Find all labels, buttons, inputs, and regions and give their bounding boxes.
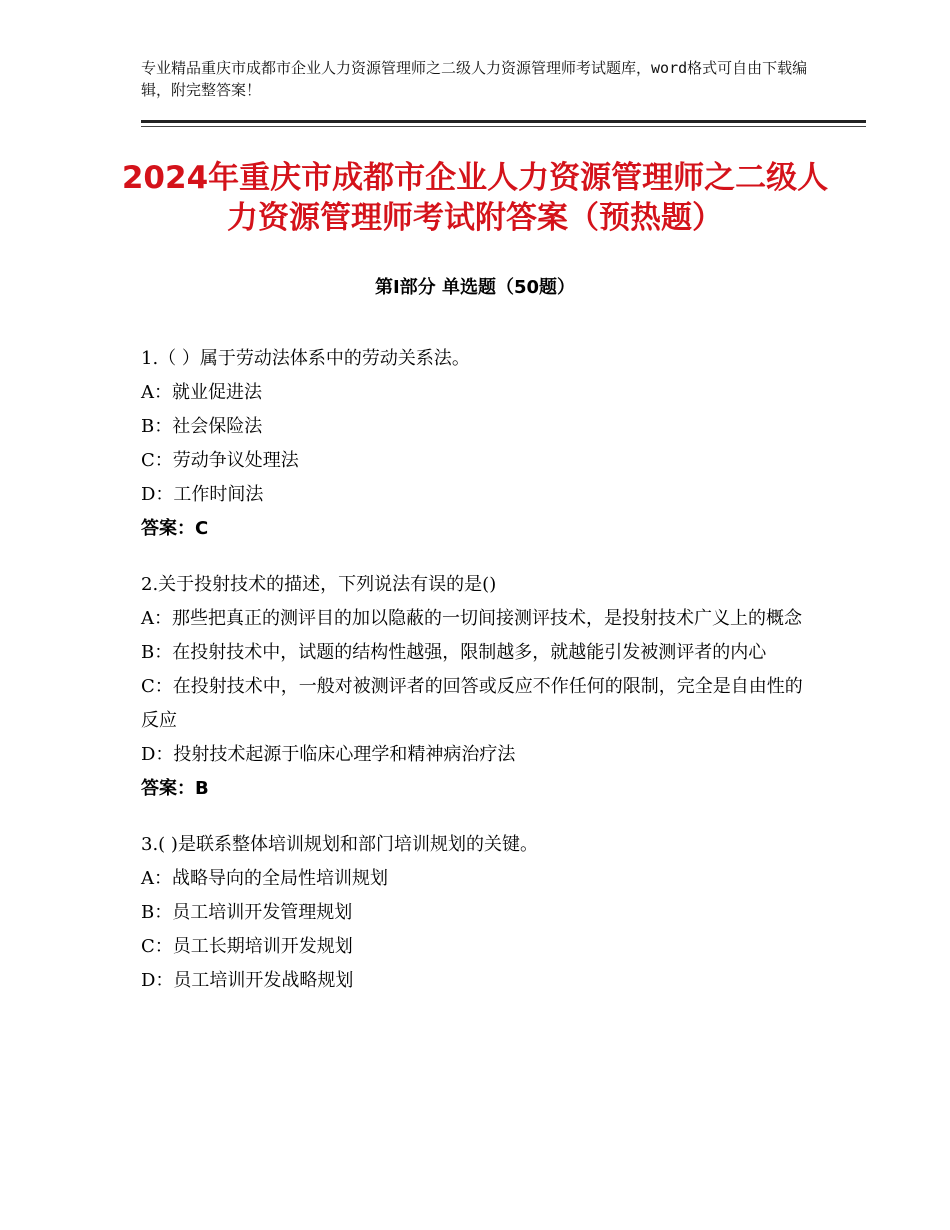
question-1	[141, 342, 809, 546]
answer: 答案：B	[141, 778, 209, 799]
header-divider	[141, 120, 866, 123]
option-c: C：劳动争议处理法	[141, 450, 299, 471]
document-title: 2024年重庆市成都市企业人力资源管理师之二级人力资源管理师考试附答案（预热题）	[121, 160, 829, 236]
option-d: D：工作时间法	[141, 484, 264, 505]
section-title: 第Ⅰ部分 单选题（50题）	[374, 277, 575, 298]
option-b: B：员工培训开发管理规划	[141, 902, 353, 923]
answer: 答案：C	[141, 518, 209, 539]
question-stem: 2.关于投射技术的描述，下列说法有误的是()	[141, 574, 497, 595]
header-divider-thin	[141, 126, 866, 127]
option-c: C：员工长期培训开发规划	[141, 936, 353, 957]
question-stem: 3.( )是联系整体培训规划和部门培训规划的关键。	[141, 834, 538, 855]
header-note: 专业精品重庆市成都市企业人力资源管理师之二级人力资源管理师考试题库，word格式可自由下载编辑，附完整答案！	[141, 59, 808, 99]
option-c: C：在投射技术中，一般对被测评者的回答或反应不作任何的限制，完全是自由性的反应	[141, 676, 803, 731]
option-a: A：战略导向的全局性培训规划	[141, 868, 388, 889]
question-3	[141, 828, 809, 998]
option-a: A：就业促进法	[141, 382, 262, 403]
option-d: D：员工培训开发战略规划	[141, 970, 354, 991]
question-stem: 1.（ ）属于劳动法体系中的劳动关系法。	[141, 348, 470, 369]
question-2	[141, 568, 809, 806]
option-a: A：那些把真正的测评目的加以隐蔽的一切间接测评技术，是投射技术广义上的概念	[141, 608, 802, 629]
question-list	[141, 342, 809, 1020]
option-d: D：投射技术起源于临床心理学和精神病治疗法	[141, 744, 516, 765]
option-b: B：在投射技术中，试题的结构性越强，限制越多，就越能引发被测评者的内心	[141, 642, 767, 663]
option-b: B：社会保险法	[141, 416, 263, 437]
